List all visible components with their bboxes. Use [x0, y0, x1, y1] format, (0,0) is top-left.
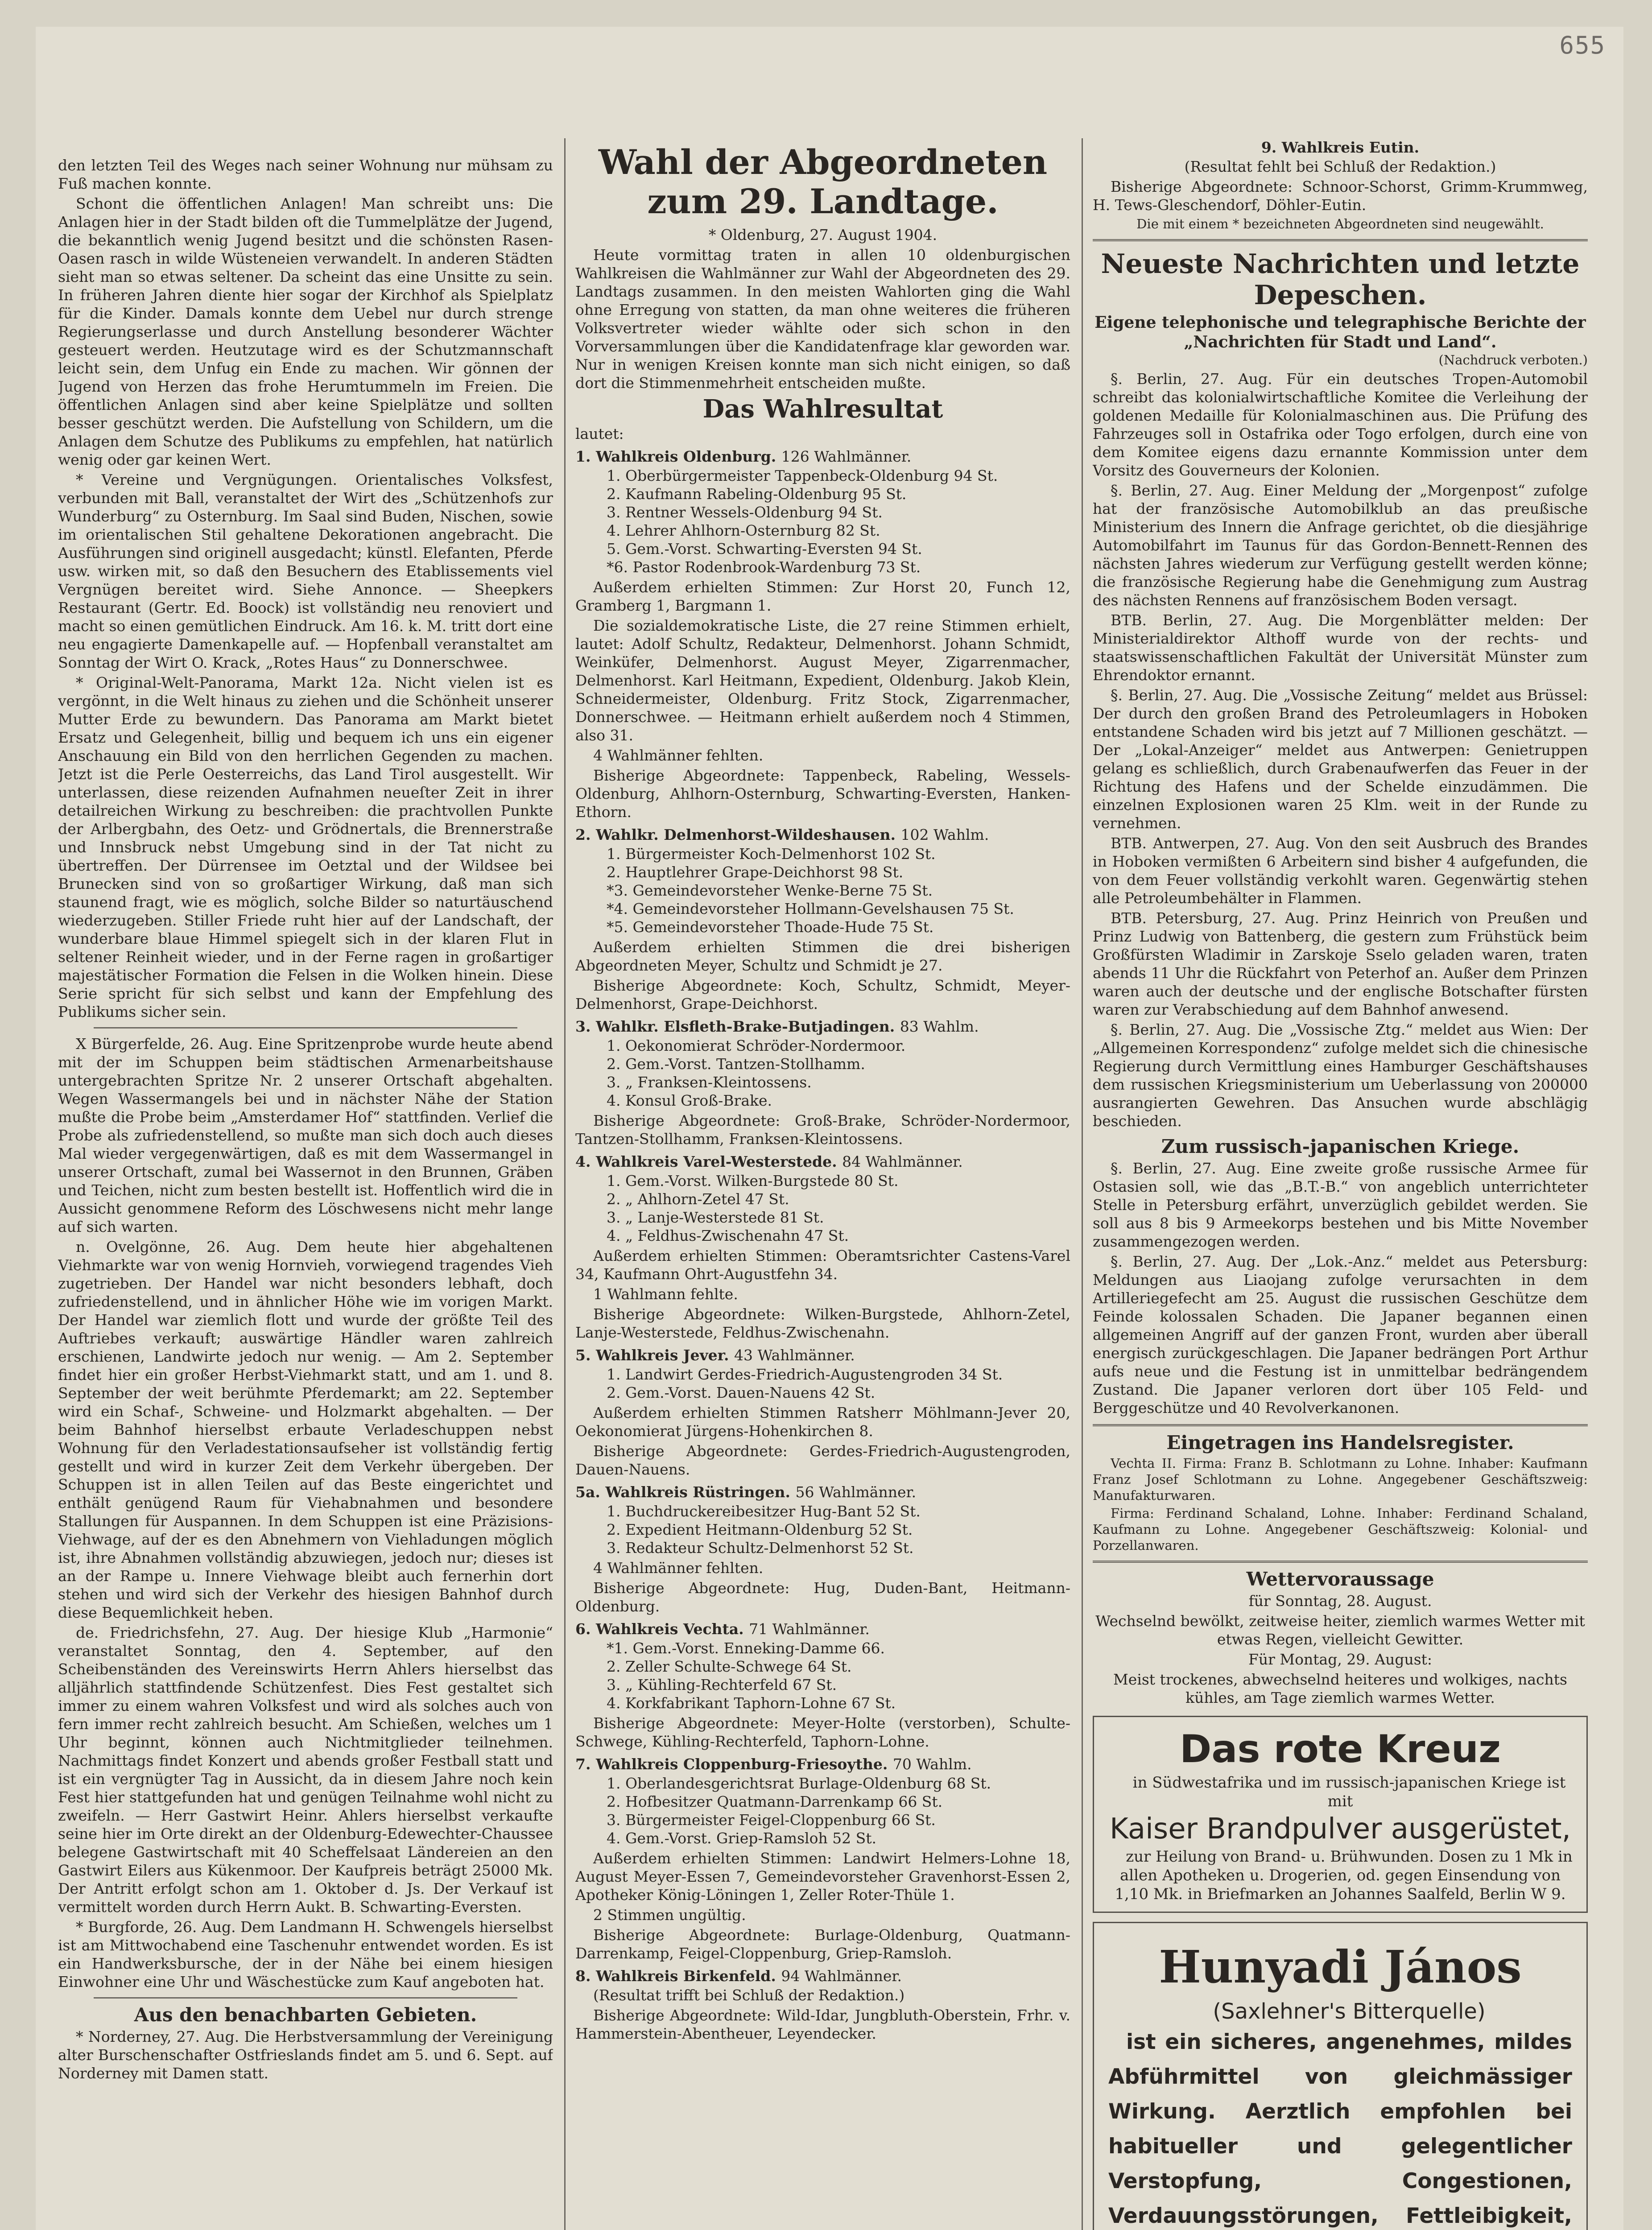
district-note: Außerdem erhielten Stimmen Ratsherr Möhlmann-Jever 20, Oekonomierat Jürgens-Hohenkirchen 8.: [575, 1404, 1070, 1440]
candidate: 4. Gem.-Vorst. Griep-Ramsloh 52 St.: [607, 1829, 877, 1847]
district-note: Bisherige Abgeordnete: Koch, Schultz, Schmidt, Meyer-Delmenhorst, Grape-Deichhorst.: [575, 977, 1070, 1012]
column-election: [575, 143, 1070, 2230]
candidate-list: [575, 467, 1070, 576]
weather-forecast: [1093, 1592, 1588, 1707]
column-dispatches: [1093, 134, 1588, 2230]
candidate: 5. Gem.-Vorst. Schwarting-Eversten 94 St.: [607, 540, 922, 558]
weather-line: Wechselnd bewölkt, zeitweise heiter, ziemlich warmes Wetter mit etwas Regen, vielleicht Gewitter.: [1095, 1612, 1585, 1648]
candidate-list: [575, 1502, 1070, 1557]
candidate: 3. „ Lanje-Westerstede 81 St.: [607, 1209, 824, 1226]
district-electors: 94 Wahlmänner.: [781, 1967, 902, 1985]
dispatch-paragraph: §. Berlin, 27. Aug. Die „Vossische Zeitung“ meldet aus Brüssel: Der durch den großen Brand des Petroleumlagers in Hoboken entstandene Schaden wird bis jetzt auf 7 Millionen geschätzt. — Der „Lokal-Anzeiger“ meldet aus Antwerpen: Genietruppen gelang es schließlich, durch Grabenaufwerfen das Feuer in der Richtung des Hafens und der Schelde einzudämmen. Die einzelnen Explosionen waren 25 Klm. weit in der Runde zu vernehmen.: [1093, 686, 1588, 832]
district-name: 3. Wahlkr. Elsfleth-Brake-Butjadingen.: [575, 1018, 895, 1035]
district-electors: 71 Wahlmänner.: [749, 1620, 870, 1638]
divider: [94, 1997, 517, 1999]
war-dispatch-paragraph: §. Berlin, 27. Aug. Eine zweite große russische Armee für Ostasien soll, wie das „B.T.-B.“ von angeblich unterrichteter Stelle in Petersburg erfährt, unverzüglich gebildet werden. Sie soll aus 8 bis 9 Armeekorps bestehen und bis Mitte November zusammengezogen werden.: [1093, 1160, 1588, 1250]
advert-line: zur Heilung von Brand- u. Brühwunden. Dosen zu 1 Mk in allen Apotheken u. Drogerien, od. gegen Einsendung von 1,10 Mk. in Briefmarken an Johannes Saalfeld, Berlin W 9.: [1115, 1848, 1573, 1903]
dispatches-headline: Neueste Nachrichten und letzte Depeschen.: [1101, 248, 1580, 311]
district-note: Bisherige Abgeordnete: Groß-Brake, Schröder-Nordermoor, Tantzen-Stollhamm, Franksen-Kleintossens.: [575, 1112, 1070, 1148]
register-entry: Firma: Ferdinand Schaland, Lohne. Inhaber: Ferdinand Schaland, Kaufmann zu Lohne. Angegebener Geschäftszweig: Kolonial- und Porzellanwaren.: [1093, 1506, 1588, 1553]
district-name: 5. Wahlkreis Jever.: [575, 1346, 729, 1364]
war-heading: Zum russisch-japanischen Kriege.: [1161, 1136, 1520, 1157]
district-electors: 102 Wahlm.: [900, 826, 989, 843]
advert-product: Kaiser Brandpulver ausgerüstet,: [1110, 1813, 1571, 1846]
register-entry: Vechta II. Firma: Franz B. Schlotmann zu Lohne. Inhaber: Kaufmann Franz Josef Schlotmann zu Lohne. Angegebener Geschäftszweig: Manufakturwaren.: [1093, 1456, 1588, 1503]
district-name: 2. Wahlkr. Delmenhorst-Wildeshausen.: [575, 826, 896, 843]
candidate: *5. Gemeindevorsteher Thoade-Hude 75 St.: [607, 918, 934, 936]
district-note: Bisherige Abgeordnete: Meyer-Holte (verstorben), Schulte-Schwege, Kühling-Rechterfeld, Taphorn-Lohne.: [575, 1714, 1070, 1750]
district-note: Bisherige Abgeordnete: Gerdes-Friedrich-Augustengroden, Dauen-Nauens.: [575, 1442, 1070, 1478]
candidate-list: [575, 1774, 1070, 1847]
candidate: 1. Bürgermeister Koch-Delmenhorst 102 St.: [607, 845, 936, 863]
election-intro: Heute vormittag traten in allen 10 oldenburgischen Wahlkreisen die Wahlmänner zur Wahl der Abgeordneten des 29. Landtags zusammen. In den meisten Wahlorten ging die Wahl ohne Erregung von statten, da man ohne weiteres die früheren Volksvertreter wieder wählte oder sich schon in den Vorversammlungen über die Kandidatenfrage klar geworden war. Nur in wenigen Kreisen konnte man sich nicht einigen, so daß dort die Stimmenmehrheit entscheiden mußte.: [575, 246, 1070, 392]
district-electors: 84 Wahlmänner.: [842, 1153, 963, 1170]
dispatch-list: [1093, 370, 1588, 1130]
candidate: *3. Gemeindevorsteher Wenke-Berne 75 St.: [607, 882, 933, 899]
weather-line: Für Montag, 29. August:: [1248, 1651, 1433, 1668]
dispatches-rights: (Nachdruck verboten.): [1438, 352, 1588, 368]
result-lautet: lautet:: [575, 425, 624, 442]
article-paragraph: den letzten Teil des Weges nach seiner Wohnung nur mühsam zu Fuß machen konnte.: [58, 157, 553, 192]
divider: [94, 1027, 517, 1028]
advert-red-cross: [1093, 1716, 1588, 1913]
weather-line: Meist trockenes, abwechselnd heiteres und wolkiges, nachts kühles, am Tage ziemlich warmes Wetter.: [1113, 1671, 1567, 1706]
district-heading: [575, 1755, 1070, 1773]
candidate-list: [575, 1172, 1070, 1245]
page-number-stamp: 655: [1559, 31, 1606, 59]
candidate: 1. Gem.-Vorst. Wilken-Burgstede 80 St.: [607, 1172, 899, 1189]
article-paragraph: n. Ovelgönne, 26. Aug. Dem heute hier abgehaltenen Viehmarkte war von wenig Hornvieh, vorwiegend tragendes Vieh zugetrieben. Der Handel war nicht besonders lebhaft, doch zufriedenstellend, und in ähnlicher Höhe wie im vorigen Markt. Der Handel war ziemlich flott und wurde der größte Teil des Auftriebes verkauft; auswärtige Händler waren zahlreich erschienen, Landwirte jedoch nur wenig. — Am 2. September findet hier ein großer Herbst-Viehmarkt statt, und am 1. und 8. September der weit berühmte Pferdemarkt; am 22. September wird ein Schaf-, Schweine- und Holzmarkt abgehalten. — Der beim Bahnhof hierselbst erbaute Verladeschuppen nebst Wohnung für den Verladestationsaufseher ist vollständig fertig gestellt und wird in kurzer Zeit dem Verkehr übergeben. Der Schuppen ist in allen Teilen auf das Beste eingerichtet und enthält genügend Raum für Viehabnahmen und besondere Stallungen für Auspannen. In dem Schuppen ist eine Präzisions-Viehwage, auf der es den Abnehmern von Viehladungen möglich ist, ihre Abnahmen vollständig abzuwiegen, jedoch nur; dieses ist an der Rampe u. Innere Viehwage bleibt auch fernerhin dort stehen und wird sich der Verkehr des hiesigen Bahnhof durch diese Bequemlichkeit heben.: [58, 1238, 553, 1621]
section-heading-neighbors: Aus den benachbarten Gebieten.: [134, 2004, 477, 2026]
district-9-prev: Bisherige Abgeordnete: Schnoor-Schorst, Grimm-Krummweg, H. Tews-Gleschendorf, Döhler-Eutin.: [1093, 178, 1588, 214]
dispatches-subtitle: Eigene telephonische und telegraphische Berichte der „Nachrichten für Stadt und Land“.: [1094, 313, 1586, 351]
district-electors: 83 Wahlm.: [900, 1018, 979, 1035]
advert-title: Hunyadi János: [1159, 1941, 1522, 1993]
district-electors: 43 Wahlmänner.: [734, 1346, 855, 1364]
article-paragraph: de. Friedrichsfehn, 27. Aug. Der hiesige Klub „Harmonie“ veranstaltet Sonntag, den 4. September, auf den Scheibenständen des Vereinswirts Herrn Ahlers hierselbst das alljährlich stattfindende Schützenfest. Dies Fest gestaltet sich immer zu einem wahren Volksfest und wird als solches auch von fern immer recht zahlreich besucht. Am Schießen, welches um 1 Uhr beginnt, können auch Nichtmitglieder teilnehmen. Nachmittags findet Konzert und abends großer Festball statt und ist ein vergnügter Tag in Aussicht, da in diesem Jahre noch kein Fest hier stattgefunden hat und genügen Teilnahme wohl nicht zu zweifeln. — Herr Gastwirt Heinr. Ahlers hierselbst verkaufte seine hier im Orte direkt an der Oldenburg-Edewechter-Chaussee belegene Gastwirtschaft mit 40 Scheffelsaat Ländereien an den Gastwirt Eilers aus Kükenmoor. Der Kaufpreis beträgt 25000 Mk. Der Antritt erfolgt schon am 1. Oktober d. Js. Der Verkauf ist vermittelt worden durch Herrn Aukt. B. Schwarting-Eversten.: [58, 1624, 553, 1916]
candidate: *6. Pastor Rodenbrook-Wardenburg 73 St.: [607, 558, 921, 576]
candidate: 2. Kaufmann Rabeling-Oldenburg 95 St.: [607, 485, 907, 503]
candidate: 3. Redakteur Schultz-Delmenhorst 52 St.: [607, 1539, 914, 1557]
candidate: 4. Lehrer Ahlhorn-Osternburg 82 St.: [607, 522, 880, 539]
war-dispatch-list: [1093, 1159, 1588, 1417]
dispatch-paragraph: §. Berlin, 27. Aug. Für ein deutsches Tropen-Automobil schreibt das kolonialwirtschaftliche Komitee die Verleihung der goldenen Medaille für Kolonialmaschinen aus. Die Prüfung des Fahrzeuges soll in Ostafrika oder Togo erfolgen, durch eine von dem Komitee eigens dazu ernannte Kommission unter dem Vorsitz des Gouverneurs der Kolonien.: [1093, 370, 1588, 479]
candidate-list: [575, 1639, 1070, 1712]
advert-title: Das rote Kreuz: [1179, 1727, 1501, 1772]
candidate: 1. Buchdruckereibesitzer Hug-Bant 52 St.: [607, 1503, 921, 1520]
district-note: 4 Wahlmänner fehlten.: [593, 1559, 764, 1577]
divider: [1093, 1424, 1588, 1426]
district-heading: [575, 1967, 1070, 1985]
candidate: 3. Bürgermeister Feigel-Cloppenburg 66 St.: [607, 1811, 936, 1829]
district-list: [575, 447, 1070, 2043]
district-9-note: (Resultat fehlt bei Schluß der Redaktion.): [1184, 158, 1496, 175]
dateline: * Oldenburg, 27. August 1904.: [708, 226, 938, 244]
register-heading: Eingetragen ins Handelsregister.: [1166, 1432, 1514, 1454]
advert-body: ist ein sicheres, angenehmes, mildes Abführmittel von gleichmässiger Wirkung. Aerztlich empfohlen bei habitueller und gelegentlicher Verstopfung, Congestionen, Verdauungsstörungen, Fettleibigkeit,: [1108, 2030, 1572, 2228]
advert-line: in Südwestafrika und im russisch-japanischen Kriege ist mit: [1132, 1774, 1566, 1810]
candidate: 1. Oberlandesgerichtsrat Burlage-Oldenburg 68 St.: [607, 1775, 991, 1792]
article-paragraph: Schont die öffentlichen Anlagen! Man schreibt uns: Die Anlagen hier in der Stadt bilden oft die Tummelplätze der Jugend, die bekanntlich wenig Jugend besitzt und die schönsten Rasen-Oasen rasch in wilde Wüsteneien verwandelt. In anderen Städten sieht man so etwas seltener. Da scheint das eine Unsitte zu sein. In früheren Jahren diente hier sogar der Kirchhof als Spielplatz für die Kinder. Damals konnte dem Uebel nur durch strenge Regierungserlasse und durch Anstellung besonderer Wächter gesteuert werden. Heutzutage wird es der Schutzmannschaft leicht sein, dem Unfug ein Ende zu machen. Wir gönnen der Jugend von Herzen das frohe Herumtummeln im Freien. Die öffentlichen Anlagen sind aber keine Spielplätze und sollten besser geschützt werden. Die Aufstellung von Schildern, um die Anlagen dem Schutze des Publikums zu empfehlen, hat natürlich wenig oder gar keinen Wert.: [58, 195, 553, 468]
dispatch-paragraph: BTB. Petersburg, 27. Aug. Prinz Heinrich von Preußen und Prinz Ludwig von Battenberg, die gestern zum Frühstück beim Großfürsten Wladimir in Zarskoje Sselo geladen waren, traten abends 11 Uhr die Rückfahrt von Peterhof an. Außer dem Prinzen waren auch der deutsche und der englische Botschafter fürsten waren zur Verabschiedung auf dem Bahnhof anwesend.: [1093, 909, 1588, 1018]
district-9-name: 9. Wahlkreis Eutin.: [1261, 139, 1420, 156]
district-heading: [575, 1346, 1070, 1364]
candidate: 2. Gem.-Vorst. Dauen-Nauens 42 St.: [607, 1384, 876, 1401]
district-heading: [575, 1152, 1070, 1171]
district-electors: 56 Wahlmänner.: [795, 1483, 917, 1501]
war-dispatch-paragraph: §. Berlin, 27. Aug. Der „Lok.-Anz.“ meldet aus Petersburg: Meldungen aus Liaojang zufolge verursachten in dem Artilleriegefecht am 25. August die russischen Geschütze dem Feinde kolossalen Schaden. Die Japaner begannen einen allgemeinen Angriff auf der ganzen Front, wurden aber überall energisch zurückgeschlagen. Die Japaner bedrängen Port Arthur aufs neue und die Festung ist in unmittelbar bedrängendem Zustand. Die Japaner verloren dort über 105 Feld- und Berggeschütze und 40 Revolverkanonen.: [1093, 1253, 1588, 1416]
candidate: 1. Landwirt Gerdes-Friedrich-Augustengroden 34 St.: [607, 1366, 1003, 1383]
district-note: Außerdem erhielten Stimmen: Zur Horst 20, Funch 12, Gramberg 1, Bargmann 1.: [575, 578, 1070, 614]
candidate: 4. „ Feldhus-Zwischenahn 47 St.: [607, 1227, 849, 1244]
district-name: 7. Wahlkreis Cloppenburg-Friesoythe.: [575, 1755, 888, 1773]
divider: [1093, 239, 1588, 241]
column-rule-left: [564, 138, 566, 2230]
candidate: 2. Expedient Heitmann-Oldenburg 52 St.: [607, 1521, 913, 1538]
candidate: 3. „ Kühling-Rechterfeld 67 St.: [607, 1676, 837, 1693]
dispatch-paragraph: BTB. Berlin, 27. Aug. Die Morgenblätter melden: Der Ministerialdirektor Althoff wurde von der rechts- und staatswissenschaftlichen Fakultät der Universität Münster zum Ehrendoktor ernannt.: [1093, 611, 1588, 684]
district-name: 8. Wahlkreis Birkenfeld.: [575, 1967, 776, 1985]
newspaper-page: [36, 27, 1623, 2230]
candidate: 1. Oekonomierat Schröder-Nordermoor.: [607, 1037, 906, 1054]
candidate: 2. Hauptlehrer Grape-Deichhorst 98 St.: [607, 863, 904, 881]
district-heading: [575, 447, 1070, 466]
candidate: 2. Gem.-Vorst. Tantzen-Stollhamm.: [607, 1055, 865, 1073]
candidate: *4. Gemeindevorsteher Hollmann-Gevelshausen 75 St.: [607, 900, 1014, 917]
article-paragraph: * Original-Welt-Panorama, Markt 12a. Nicht vielen ist es vergönnt, in die Welt hinaus zu ziehen und die Schönheit unserer Mutter Erde zu bewundern. Das Panorama am Markt bietet Ersatz und Gelegenheit, billig und bequem ich uns ein eigener Anschauung ein Bild von den herrlichen Gegenden zu machen. Jetzt ist die Perle Oesterreichs, das Land Tirol ausgestellt. Wir unterlassen, diese reizenden Aufnahmen neueſter Zeit in ihrer detailreichen Wirkung zu beschreiben: die prachtvollen Punkte der Arlbergbahn, des Oetz- und Grödnertals, die Brennerstraße und Innsbruck nebst Umgebung sind in der Tat nicht zu übertreffen. Der Dürrensee im Oetztal und der Wildsee bei Brunecken sind von so großartiger Wirkung, daß man sich staunend fragt, wie es möglich, solche Bilder so naturtäuschend wiederzugeben. Stiller Friede ruht hier auf der Landschaft, der wunderbare blaue Himmel spiegelt sich in der klaren Flut in seltener Reinheit wieder, und in der Ferne ragen in großartiger majestätischer Formation die Felsen in die Wolken hinein. Diese Serie spricht für sich selbst und kann der Empfehlung des Publikums sicher sein.: [58, 674, 553, 1020]
district-heading: [575, 1017, 1070, 1036]
district-electors: 126 Wahlmänner.: [781, 448, 912, 465]
candidate: 2. „ Ahlhorn-Zetel 47 St.: [607, 1190, 789, 1208]
district-electors: 70 Wahlm.: [892, 1755, 972, 1773]
candidate: 1. Oberbürgermeister Tappenbeck-Oldenburg 94 St.: [607, 467, 998, 484]
article-paragraph: * Norderney, 27. Aug. Die Herbstversammlung der Vereinigung alter Burschenschafter Ostfrieslands findet am 5. und 6. Sept. auf Norderney mit Damen statt.: [58, 2028, 553, 2082]
district-name: 5a. Wahlkreis Rüstringen.: [575, 1483, 790, 1501]
column-local-news: [58, 156, 553, 2230]
district-note: Bisherige Abgeordnete: Burlage-Oldenburg, Quatmann-Darrenkamp, Feigel-Cloppenburg, Griep-Ramsloh.: [575, 1926, 1070, 1962]
register-list: [1093, 1455, 1588, 1553]
weather-heading: Wettervoraussage: [1246, 1568, 1434, 1590]
candidate: *1. Gem.-Vorst. Enneking-Damme 66.: [607, 1639, 885, 1657]
divider: [1093, 1561, 1588, 1563]
election-headline: Wahl der Abgeordneten zum 29. Landtage.: [598, 143, 1048, 221]
district-note: (Resultat trifft bei Schluß der Redaktion.): [593, 1986, 905, 2004]
district-heading: [575, 1620, 1070, 1638]
district-note: Bisherige Abgeordnete: Tappenbeck, Rabeling, Wessels-Oldenburg, Ahlhorn-Osternburg, Schwarting-Eversten, Hanken-Ethorn.: [575, 767, 1070, 821]
candidate: 4. Konsul Groß-Brake.: [607, 1092, 772, 1109]
result-heading: Das Wahlresultat: [702, 394, 943, 424]
district-note: Die sozialdemokratische Liste, die 27 reine Stimmen erhielt, lautet: Adolf Schultz, Redakteur, Delmenhorst. Johann Schmidt, Weinküfer, Delmenhorst. August Meyer, Zigarrenmacher, Delmenhorst. Karl Heitmann, Expedient, Oldenburg. Jakob Klein, Schneidermeister, Oldenburg. Fritz Stock, Zigarrenmacher, Donnerschwee. — Heitmann erhielt außerdem noch 4 Stimmen, also 31.: [575, 617, 1070, 744]
candidate: 4. Korkfabrikant Taphorn-Lohne 67 St.: [607, 1694, 896, 1712]
district-note: 2 Stimmen ungültig.: [593, 1906, 746, 1924]
advert-subtitle: (Saxlehner's Bitterquelle): [1213, 1999, 1486, 2024]
article-paragraph: X Bürgerfelde, 26. Aug. Eine Spritzenprobe wurde heute abend mit der im Schuppen beim städtischen Armenarbeitshause untergebrachten Spritze Nr. 2 unserer Ortschaft abgehalten. Wegen Wassermangels bei und in nächster Nähe der Station mußte die Probe beim „Amsterdamer Hof“ stattfinden. Verlief die Probe als zufriedenstellend, so mußte man sich doch auch dieses Mal wieder vergegenwärtigen, daß es mit dem Wassermangel in unserer Ortschaft, zumal bei Wassernot in den Brunnen, Gräben und Teichen, nicht zum besten bestellt ist. Hoffentlich wird die in Aussicht genommene Reform des Löschwesens nicht mehr lange auf sich warten.: [58, 1035, 553, 1235]
dispatch-paragraph: BTB. Antwerpen, 27. Aug. Von den seit Ausbruch des Brandes in Hoboken vermißten 6 Arbeitern sind bisher 4 aufgefunden, die von dem Feuer vollständig verkohlt waren. Gegenwärtig stehen alle Petroleumbehälter in Flammen.: [1093, 834, 1588, 907]
candidate: 3. Rentner Wessels-Oldenburg 94 St.: [607, 504, 883, 521]
district-name: 1. Wahlkreis Oldenburg.: [575, 448, 776, 465]
candidate-list: [575, 845, 1070, 936]
district-note: Außerdem erhielten Stimmen: Oberamtsrichter Castens-Varel 34, Kaufmann Ohrt-Augustfehn 34.: [575, 1247, 1070, 1283]
district-note: 4 Wahlmänner fehlten.: [593, 747, 764, 764]
district-footnote: Die mit einem * bezeichneten Abgeordneten sind neugewählt.: [1136, 216, 1544, 231]
candidate: 2. Zeller Schulte-Schwege 64 St.: [607, 1658, 852, 1675]
candidate-list: [575, 1365, 1070, 1402]
dispatch-paragraph: §. Berlin, 27. Aug. Einer Meldung der „Morgenpost“ zufolge hat der französische Automobilklub an das preußische Ministerium des Innern die Anfrage gerichtet, ob die diesjährige Automobilfahrt im Taunus für das Gordon-Bennett-Rennen des nächsten Jahres wiederum zur Verfügung gestellt werden könne; die französische Regierung habe die Genehmigung zum Austrag des nächsten Rennens auf französischem Boden versagt.: [1093, 482, 1588, 609]
district-note: Bisherige Abgeordnete: Wilken-Burgstede, Ahlhorn-Zetel, Lanje-Westerstede, Feldhus-Zwischenahn.: [575, 1305, 1070, 1341]
district-heading: [575, 826, 1070, 844]
district-name: 4. Wahlkreis Varel-Westerstede.: [575, 1153, 837, 1170]
district-heading: [575, 1483, 1070, 1501]
column-rule-right: [1082, 138, 1083, 2230]
candidate-list: [575, 1037, 1070, 1110]
district-name: 6. Wahlkreis Vechta.: [575, 1620, 744, 1638]
district-note: Außerdem erhielten Stimmen die drei bisherigen Abgeordneten Meyer, Schultz und Schmidt je 27.: [575, 938, 1070, 974]
district-note: Bisherige Abgeordnete: Wild-Idar, Jungbluth-Oberstein, Frhr. v. Hammerstein-Abentheuer, Leyendecker.: [575, 2007, 1070, 2042]
candidate: 2. Hofbesitzer Quatmann-Darrenkamp 66 St.: [607, 1793, 943, 1810]
weather-line: für Sonntag, 28. August.: [1248, 1592, 1432, 1610]
article-paragraph: * Burgforde, 26. Aug. Dem Landmann H. Schwengels hierselbst ist am Mittwochabend eine Taschenuhr entwendet worden. Es ist ein Handwerksbursche, der in der Nähe bei einem hiesigen Einwohner eine Uhr und Wäschestücke zum Kauf angeboten hat.: [58, 1918, 553, 1990]
dispatch-paragraph: §. Berlin, 27. Aug. Die „Vossische Ztg.“ meldet aus Wien: Der „Allgemeinen Korrespondenz“ zufolge meldet sich die chinesische Regierung durch Vermittlung eines Hamburger Geschäftshauses dem russischen Kriegsministerium um Ueberlassung von 200000 ausrangierten Gewehren. Das Ansuchen wurde abschlägig beschieden.: [1093, 1021, 1588, 1130]
district-note: Bisherige Abgeordnete: Hug, Duden-Bant, Heitmann-Oldenburg.: [575, 1579, 1070, 1615]
advert-hunyadi: [1093, 1922, 1588, 2230]
article-paragraph: * Vereine und Vergnügungen. Orientalisches Volksfest, verbunden mit Ball, veranstaltet der Wirt des „Schützenhofs zur Wunderburg“ zu Osternburg. Im Saal sind Buden, Nischen, sowie im orientalischen Stil gehaltene Dekorationen angebracht. Die Ausführungen sind originell ausgedacht; künstl. Elefanten, Pferde usw. wirken mit, so daß den Besuchern des Etablissements viel Vergnügen bereitet wird. Siehe Annonce. — Sheepkers Restaurant (Gertr. Ed. Boock) ist vollständig neu renoviert und macht so einen gemütlichen Eindruck. Am 16. k. M. tritt dort eine neu engagierte Damenkapelle auf. — Hopfenball veranstaltet am Sonntag der Wirt O. Krack, „Rotes Haus“ zu Donnerschwee.: [58, 471, 553, 671]
district-note: Außerdem erhielten Stimmen: Landwirt Helmers-Lohne 18, August Meyer-Essen 7, Gemeindevorsteher Gravenhorst-Essen 2, Apotheker König-Löningen 1, Zeller Roter-Thüle 1.: [575, 1850, 1070, 1904]
district-note: 1 Wahlmann fehlte.: [593, 1285, 738, 1303]
candidate: 3. „ Franksen-Kleintossens.: [607, 1074, 812, 1091]
